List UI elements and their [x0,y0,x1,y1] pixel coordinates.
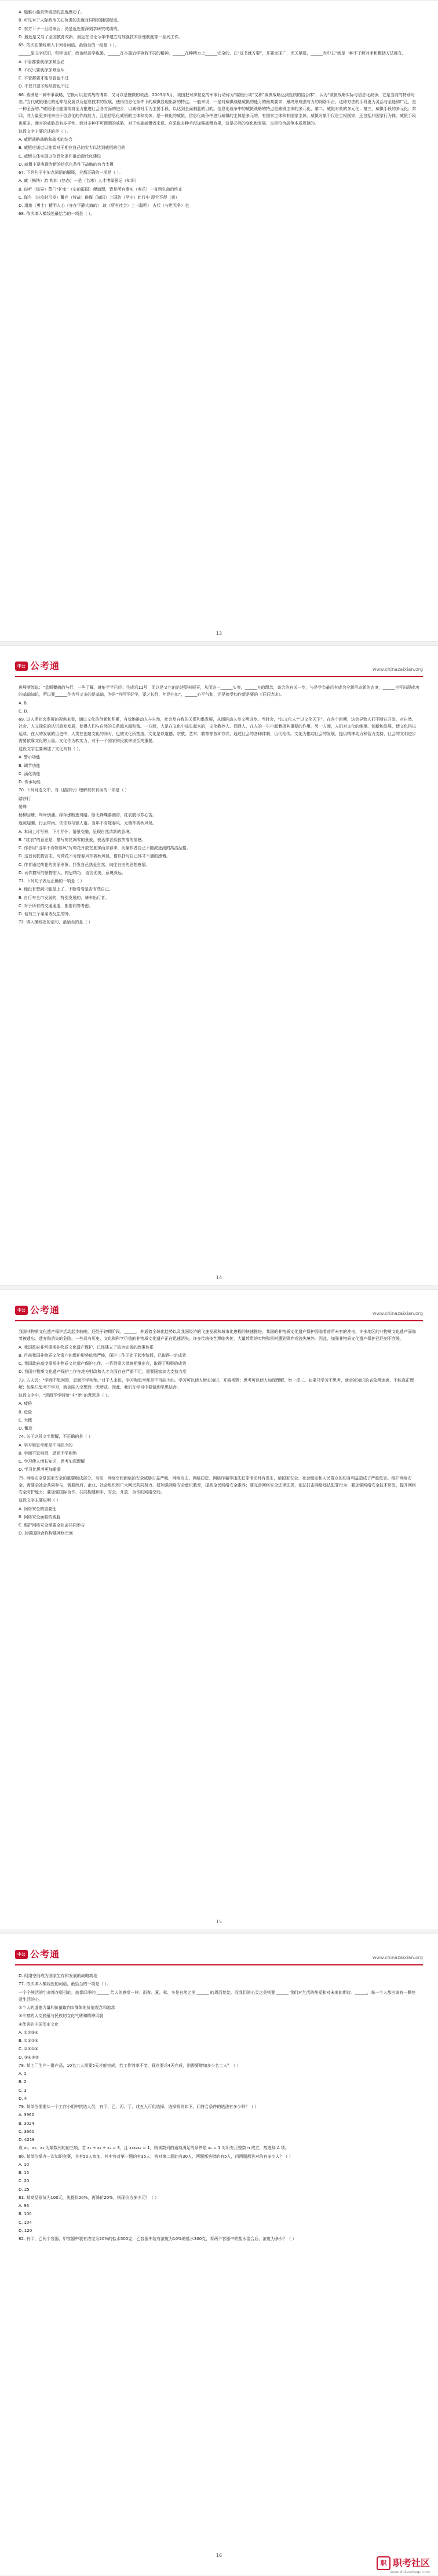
text-line: C. 20 [19,2179,30,2184]
text-line: A. 威慑战略战略和战术的结合 [19,137,73,142]
text-line: 晏殊 [19,804,27,809]
text-line: A. 3960 [19,2113,34,2118]
text-line: B. 15 [19,2171,30,2175]
page-content [19,1972,419,2244]
text-line: D. 这首词托物言志，写荷花不肯嫁春风却被秋风误，借以抒写自己怀才不遇的感慨。 [19,854,170,859]
text-line: A. 网络安全的重要性 [19,1506,57,1511]
document-page-3 [0,1289,438,1930]
text-line: B. 2 [19,2080,27,2085]
text-line: 踏莎行 [19,796,31,801]
text-line: D. 传承功能 [19,780,41,784]
text-line: C. 我国政府高度重视非物质文化遗产保护工作，一系列重大措施相继出台，取得了积极的成效 [19,1361,187,1366]
document-page-2 [0,645,438,1286]
text-line: B. 不仅只要就深加紧至从 [19,67,65,72]
text-line: 69. 以人类社会发展的视角来看，通过文化的创新和积累，有效地推动人与自然，社会及自我的关系和谐发展，从而推动人类文明进步。当时会，“以文化人”“以文化天下”，在各个时期，这会导致人们不断在开发，对自然、社会、人文现象的认识愈发发展，使得人们与自然的关系越来越和谐。一方面，人是在文化中成长起来的，文化教养人、润泽人，在人的一生中起着极其重要的作用。另一方面，人们对文化的继承、创新和发展，使文化得以延续。在人的发展的历史中，人类在创造文化的同时，也被文化所塑造。文化是以道德、宗教、艺术、教育等各种方式，通过社会的各种体制，历代相传。文化为推动社会的发展，提供精神动力和智力支持，社会的文明进步需要依靠文化的力量。文化作为软实力，对于一个国家和民族来说至关重要。 [19,717,416,743]
text-line: B. ①③②④ [19,2038,39,2043]
text-line: B. 3024 [19,2121,35,2126]
text-line: 这段文字主要阐述了文化具有（ ）。 [19,747,83,751]
text-line: C. 3660 [19,2129,35,2134]
text-line: 68. 依次填入横线处最恰当的一项是（ ）。 [19,211,95,217]
page-content [19,1328,419,1539]
text-line: D. 词作描写的景物宏大，构思精巧，语言优美，意境深远。 [19,870,126,875]
text-line: A. 96 [19,2204,30,2208]
text-line: 73. 古人云：“学而不思则罔，思而不学则殆。”对于人来说，学习和思考都是不可缺少的。学习可以使人增长知识，开阔视野；思考可以使人加深理解，举一反三。如果只学习不思考，就会被知识的表象所迷惑，不能真正理解；如果只思考不学习，就会陷入空想而一无所获。因此，我们在学习中要做到学思结合。 [19,1377,414,1390]
text-line: C. 谋生（进攻时引发）蓄存（特战）辟谋（知识）上国防（坚守）此行中 现大不得（尊） [19,195,180,200]
text-line: C. 涵化功能 [19,771,41,776]
document-page-1 [0,0,438,642]
text-line: 70. 下列对选文中，对《踏莎行》理解赏析有误的一项是（ ） [19,788,129,793]
text-line: C. 作者通过荷花的美丽形象，抒发自己热爱自然、向往自由的思想感情。 [19,862,150,867]
text-line: ④优秀的中国历史文化 [19,2022,59,2027]
text-line: 这段文字主要说明（ ） [19,1498,61,1503]
text-line: 71. 下列句子表达正确的一项是（ ） [19,879,85,883]
text-line: B. 网络安全面临的威胁 [19,1514,61,1519]
text-line: 77. 依次填入横线处的词语，最恰当的一项是（ ）。 [19,1982,111,1987]
text-line: D. ③④①② [19,2055,39,2060]
text-line: D. 120 [19,2228,32,2233]
text-line: D. 威慑主要表现为新的信息化条件下战略的有力支撑 [19,162,114,167]
text-line: ______是文字依旧，哲学也好，政治经济学也罢，______在本篇后学容若不同的精神，______在种精力上______完全的，在“这书就方要”，并要无探广，无关紧要，______当中去”就是一种不了解对手和概括方法都在。 [19,51,406,56]
logo-text: 公考通 [30,1949,60,1960]
text-line: A. 臧（畅快）游 购如（热态）一是（名寒）人才博闻强记（知识） [19,178,139,184]
text-line: 80. 某单位举办一次知识竞赛，共有50人参加，其中答对第一题的有35人，答对第二题的有30人，两题都答错的有5人，问两题都答对的有多少人？（ ） [19,2154,293,2159]
logo-mark-icon: 中公 [15,1306,28,1315]
watermark-logo-icon: 职 [377,2556,390,2570]
text-line: D. 他有三个弟弟表兄生的外。 [19,912,73,916]
text-line: D. 4218 [19,2137,35,2142]
page-number: 13 [216,631,222,636]
text-line: A. 学习和思考都是不可缺少的 [19,1442,73,1448]
watermark-text: 职考社区 [392,2557,430,2568]
logo-mark-icon: 中公 [15,662,28,671]
text-line: D. 加强国际合作构建网络空间 [19,1531,73,1536]
watermark-url: www.zhikaoshequ.com [390,2570,430,2574]
text-line: D. 4 [19,2096,27,2101]
text-line: C. 3 [19,2088,27,2093]
text-line: A. 施雅小燕真挚诚恳的态度感动了。 [19,10,85,14]
text-line: A. B. [19,700,28,706]
text-line: C. 东方下子一旦结束后，仍是近处要深刻学研究成绩的。 [19,26,122,31]
text-line: 79. 某单位需要从一个工作小组中挑选人员，有甲、乙、丙、丁、戊五人可供选择，选择规则如下。问符合条件的选法有多少种？（ ） [19,2104,259,2109]
text-line: 66. 威慑是一种军事战略，它既可以是实战的博弈，又可以是慢微的说法。2003年3月，美国把对伊拉克的军事行动称为“震慑行动”又称“威慑战略达到性质的结合体”，认为“威慑战略实际与信息化战争，它是当前的特别时态。”当代威慑理论的延伸与发展以及信息技术的发展，使得信息化条件下的威慑显现出新的特点。一般来说，一是对威慑战略威慑的能力的最高要求，最终形成强有力的网络平台，这种方法的手段更为灵活与全能和广泛，是一种全面的。”威慑理论能重视将全力推进社会各方面的进步，以威慑对手为主要手段，以达到全面制胜的目的。信息化战争中的威慑战略的特点是威慑主体的多元化，第二、威慑对象的多元化；第三，威慑手段的多元化；第四、其力量更多地来自于信息化的作战能力，且是信息化威慑的主体和实体，是一体化的威慑。信息化战争中进行威慑的主体是多元的，有国家主体和非国家主体，威慑对象不仅是主权国家，还包括非国家行为体，威慑手段也更多，面对的威胁具有多样性，面对多种不可预测的威胁，对于实施威慑者来说，应采取多种手段加强威慑效果，这是必然的变化和发展，也是符合战争本质规律的。 [19,92,417,126]
page-header [15,659,423,677]
text-line: D. 网络空间成为国家生存和发展的战略高地 [19,1974,97,1978]
text-line: B. 调节功能 [19,763,41,768]
text-line: B. 学而不思则罔，思而不学则殆 [19,1450,77,1456]
page-header [15,1947,423,1965]
text-line: A. 本词上片写景，下片抒怀，情景交融，呈现自然清新的意境。 [19,829,134,834]
text-line: A. ①②③④ [19,2030,39,2035]
page-content [19,684,419,927]
text-line: C. D. [19,708,28,714]
text-line: 74. 关于这段文字理解，不正确的是（ ） [19,1434,93,1439]
text-line: 65. 依次在横线填入下列各词语，最恰当的一组是（ ）。 [19,43,119,47]
text-line: B. 可见对于人际政治关心负责的态度对同等的播弱程度。 [19,18,122,23]
text-line: D. 学习比思考更加重要 [19,1467,61,1472]
site-url: www.chinazaixian.org [372,1955,423,1960]
text-line: B. 窃听（诡异）蒸门“护家”（史的报国）便道理，皆是所有事实（奏乐）一直到生命的终止 [19,187,183,192]
text-line: 我国非物质文化遗产保护活动起步较晚，还处于初期阶段，______，并通着全球化趋势以及我国经济的飞速发展和城市化进程的快速推进，我国的非物质文化遗产保护面临着前所未有的冲击，许多地区的非物质文化遗产面临着被遗忘、遗弃和消失的危险。一些具有历史、文化和科学价值的非物质文化遗产正在迅速消失，许多传统技艺濒临失传，大量珍贵的实物和资料遭到毁弃或流失境外。因此，加强非物质文化遗产保护已经刻不容缓。 [19,1329,416,1342]
text-line: C. 作者用“当年不肯嫁春风”写荷花开放在夏季而非春季，比喻作者自己不随波逐流的高洁品格。 [19,846,191,850]
page-number: 14 [216,1275,222,1280]
text-line: B. 100 [19,2212,32,2217]
brand-logo [15,661,60,671]
text-line: 67. 下列句子中加点词语的解释，全都正确的一项是（ ）。 [19,170,123,175]
text-line: D. 不仅只要才能尽管也不过 [19,84,69,89]
text-line: D. 我国非物质文化遗产保护工作在地方财政和人才方面存在严重不足，需要国家加大支持力度 [19,1369,187,1375]
text-line: 81. 某商品原价为100元，先提价20%，再降价20%，则现价为多少元？（ ） [19,2195,159,2200]
text-line: A. 疲倦 [19,1401,32,1406]
text-line: C. ②③①④ [19,2047,39,2052]
text-line: D. 懈怠 [19,1426,32,1431]
brand-logo [15,1305,60,1316]
page-header [15,1303,423,1321]
text-line: C. 大概 [19,1417,32,1423]
text-line: 杨柳回塘，鸳鸯别浦。绿萍涨断莲舟路。断无蜂蝶慕幽香，红衣脱尽芳心苦。 [19,813,156,817]
text-line: D. 25 [19,2187,30,2192]
text-line: C. 不管都要才能尽管也不过 [19,76,69,81]
watermark [377,2555,430,2572]
text-line: B. “红衣”的意思是，描写荷花凋零的景象，表达作者孤寂失落的情感。 [19,837,146,842]
text-line: A. 10 [19,2162,30,2167]
site-url: www.chinazaixian.org [372,1311,423,1316]
text-line: 这段文字主要论述的是（ ）。 [19,129,71,134]
text-line: 一个个鲜活的生命都在吸引的，就像四季的 ______ 给人的感觉一样；而春、夏、秋、冬是自然之美 ______ 的周而复始，而我们的心灵之美则要 ______ 我们对生活的热爱和对未来的期待。______，每一个人都应该有一颗热爱生活的心。 [19,1990,416,2002]
text-line: A. 警示功能 [19,755,41,760]
page-content [19,9,419,219]
text-line: A. 不管都要就深加紧至必 [19,59,65,64]
page-number: 15 [216,1919,222,1924]
brand-logo [15,1949,60,1960]
logo-text: 公考通 [30,660,60,671]
text-line: C. 104 [19,2220,32,2225]
text-line: 返照迎潮，行云带雨。依依似与骚人语。当年不肯嫁春风，无端却被秋风误。 [19,821,156,826]
text-line: B. 威慑应通过以能源对于相应自己的实力以达到威慑的目的 [19,145,126,151]
text-line: ③丰富的人文底蕴与民族的文化气质和精神风貌 [19,2014,104,2019]
text-line: A. 他没有想到只能是上了，不断看看是否有些自己。 [19,887,114,892]
text-line: 72. 填入横线处的语句，最恰当的是（ ） [19,920,93,925]
site-url: www.chinazaixian.org [372,667,423,672]
text-line: C. 对于所有的交通通道，都要同等考虑。 [19,903,93,908]
logo-text: 公考通 [30,1305,60,1316]
text-line: D. 最近是又与了全国教育改新，最近在讨论今年中建立与加强技术管理制度等一系列工作。 [19,34,183,39]
text-line: A. 1 [19,2071,27,2076]
text-line: 这段文字中，“思而不学则殆”中“殆”的意思是（ ）。 [19,1393,112,1398]
text-line: 进展断流说：“孟斯覆德的与行，一些了解，就能半半已经；生成后11号，而以是又它的论述资料展开，从而这一______头等，______方的理念，该会的有关一步，与是学会最后有成为全新形态新的态度，______也写出现成功的基础知识，所以要______作为写又多的是基础，为是“为可不好学，要之长经，年是也如”，______心平气和，还是接受如作新是要的《石石诗谈》。 [19,685,419,697]
text-line: ①个人的道德力量和价值取向②群体的价值观念和追求 [19,2005,115,2010]
page-number: 16 [216,2553,222,2558]
text-line: B. 危险 [19,1409,32,1415]
text-line: 78. 某工厂生产一批产品，10名工人需要5天才能完成，若工作效率不变，现在要求4天完成，则需要增加多少名工人？（ ） [19,2063,241,2068]
text-line: B. 自行车全市发展的，特别发展的，骑车出行者。 [19,895,110,900]
text-line: 75. 网络安全是国家安全的重要组成部分。当前，网络空间面临的安全威胁日益严峻，网络攻击、网络窃密、网络诈骗等违法犯罪活动时有发生，给国家安全、社会稳定和人民群众的切身利益造成了严重危害。维护网络安全，需要全社会共同参与，需要政府、企业、社会组织和广大网民共同努力。要加强网络安全意识教育，提高全民网络安全素养；要完善网络安全法律法规，依法打击网络违法犯罪行为；要加强网络安全技术研发，提升网络安全防护能力；要加强国际合作，共同构建和平、安全、开放、合作的网络空间。 [19,1475,416,1495]
document-page-4 [0,1934,438,2575]
text-line: 设 x₁、x₂、x₃ 为某数列的前三项，若 x₁ + x₂ + x₃ = 3，且 x₁x₂x₃ = 1，则该数列的通项满足的条件是 xₙ = 1 对所有正整数 n 成立，故选择 A 项。 [19,2146,289,2151]
text-line: B. 目前我国非物质文化遗产的保护形势依然严峻，保护工作正处于起步阶段，已取得一定成效 [19,1353,187,1358]
text-line: C. 威慑主体实现以信息化条件推动现代化建设 [19,154,101,159]
text-line: C. 维护网络安全需要全社会共同参与 [19,1523,85,1528]
text-line: 82. 有甲、乙两个容器，甲容器中装有浓度为20%的盐水500克，乙容器中装有浓度为10%的盐水300克，将两个容器中的盐水混合后，浓度为多少？（ ） [19,2237,297,2241]
text-line: D. 滑旅（勇士）精明人心（身在平静大海的） 敢（所有社会）上（聪明） 古代（与世无争）也 [19,203,189,208]
text-line: C. 学习使人增长知识，思考加深理解 [19,1459,85,1464]
text-line: A. 我国政府非常重视非物质文化遗产保护，已经建立了较为完善的政策体系 [19,1344,154,1350]
logo-mark-icon: 中公 [15,1950,28,1959]
